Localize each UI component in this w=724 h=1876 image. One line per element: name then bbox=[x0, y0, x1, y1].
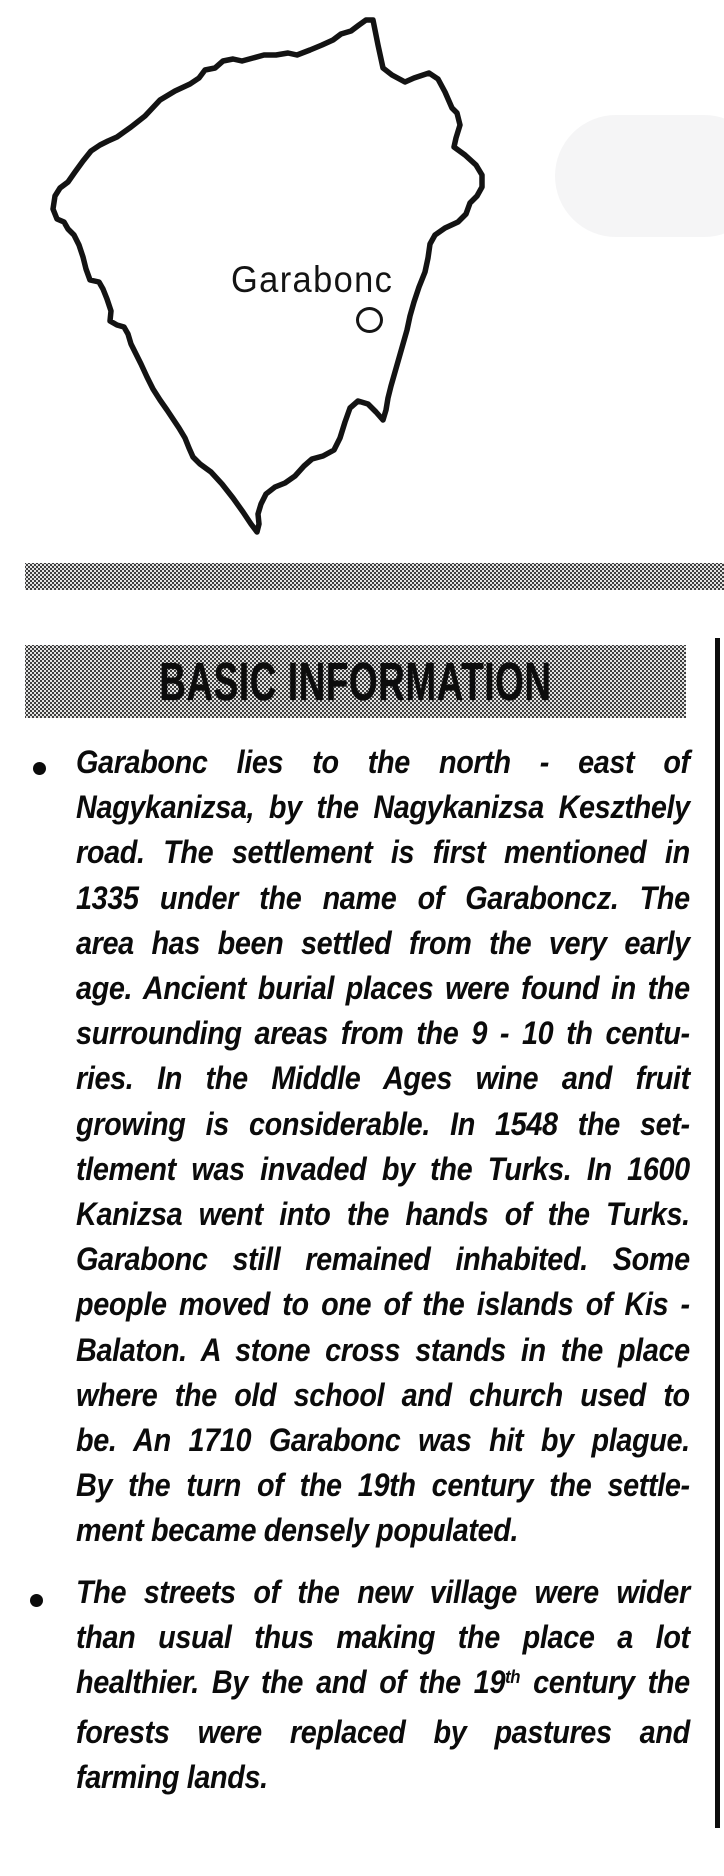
text-segment: healthier. By the and of the 19 bbox=[76, 1664, 506, 1701]
text-line: tlement was invaded by the Turks. In 1600 bbox=[76, 1150, 690, 1187]
text-line: ries. In the Middle Ages wine and fruit bbox=[76, 1060, 690, 1097]
text-line: road. The settlement is first mentioned in bbox=[76, 834, 690, 871]
text-line: The streets of the new village were wider bbox=[76, 1574, 690, 1610]
map-place-label: Garabonc bbox=[231, 259, 394, 300]
bullet-dot-icon bbox=[33, 762, 46, 775]
ordinal-superscript: th bbox=[505, 1666, 521, 1688]
text-line: By the turn of the 19th century the settle- bbox=[76, 1467, 690, 1504]
text-line: growing is considerable. In 1548 the set- bbox=[76, 1105, 690, 1142]
text-line: surrounding areas from the 9 - 10 th centu- bbox=[76, 1015, 690, 1052]
text-line: 1335 under the name of Garaboncz. The bbox=[76, 879, 690, 916]
text-line: farming lands. bbox=[76, 1758, 268, 1795]
section-title: BASIC INFORMATION bbox=[159, 651, 552, 712]
text-segment: century the bbox=[520, 1664, 690, 1701]
bullet-dot-icon bbox=[30, 1594, 43, 1607]
text-line: Kanizsa went into the hands of the Turks. bbox=[76, 1196, 690, 1233]
halftone-divider-bar bbox=[25, 563, 724, 590]
text-line: forests were replaced by pastures and bbox=[76, 1713, 690, 1750]
bullet-paragraph-history bbox=[76, 740, 690, 1554]
text-line: where the old school and church used to bbox=[76, 1376, 690, 1413]
column-rule bbox=[715, 638, 720, 1828]
text-line: Nagykanizsa, by the Nagykanizsa Keszthely bbox=[76, 789, 690, 826]
bullet-paragraph-streets bbox=[76, 1570, 690, 1800]
scan-artifact-blob bbox=[555, 115, 724, 237]
text-line: ment became densely populated. bbox=[76, 1512, 519, 1549]
text-line: than usual thus making the place a lot bbox=[76, 1619, 690, 1656]
text-line: Garabonc lies to the north - east of bbox=[76, 744, 690, 780]
section-header-band bbox=[25, 645, 686, 718]
text-line: people moved to one of the islands of Kis - bbox=[76, 1286, 690, 1323]
text-line bbox=[76, 1660, 690, 1709]
text-line: age. Ancient burial places were found in the bbox=[76, 970, 690, 1007]
text-line: area has been settled from the very early bbox=[76, 924, 690, 961]
text-line: Garabonc still remained inhabited. Some bbox=[76, 1241, 690, 1278]
text-line: be. An 1710 Garabonc was hit by plague. bbox=[76, 1422, 690, 1459]
text-line: Balaton. A stone cross stands in the place bbox=[76, 1331, 690, 1368]
map-location-marker-icon bbox=[356, 307, 383, 333]
